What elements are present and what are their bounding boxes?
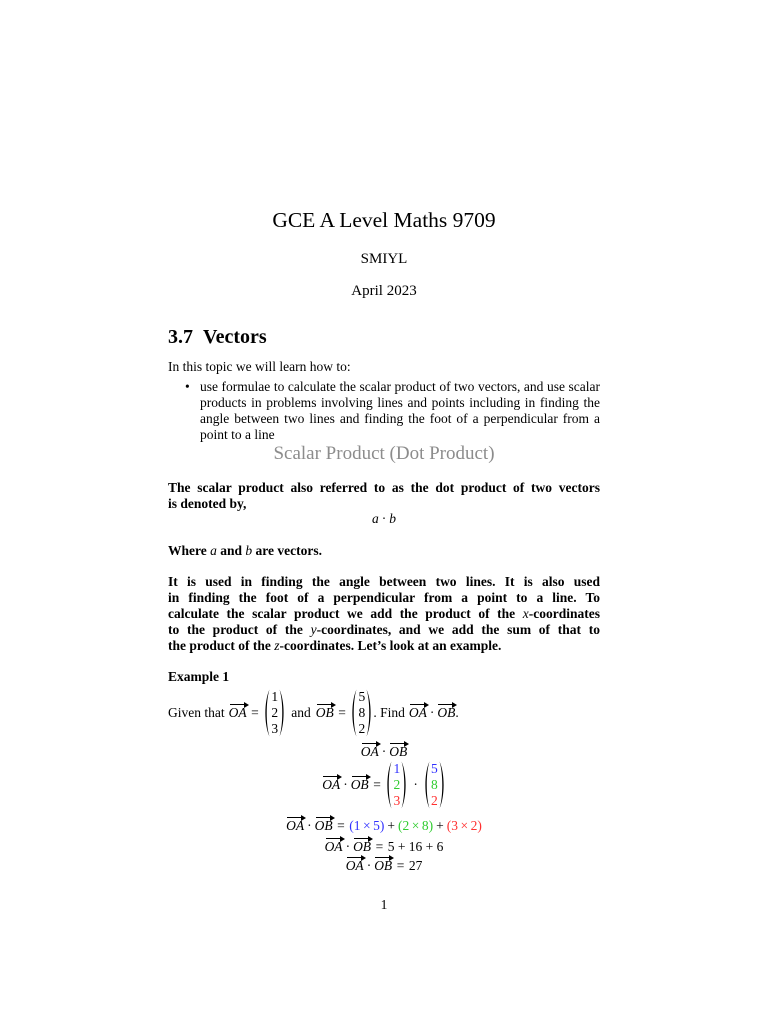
line-text: -coordinates. Let’s look at an example. [279,638,502,653]
vector-oa-column [385,761,408,809]
section-heading [168,325,267,349]
vector-b-symbol: b [389,511,396,526]
objective-line: angle between two lines and finding the foot of a perpendicular from a [200,411,600,426]
section-title: Vectors [203,326,267,348]
example-heading: Example 1 [168,669,230,684]
close-paren: ) [379,818,385,833]
where-suffix: are vectors. [252,543,322,558]
vector-ob-column [423,761,446,809]
close-paren: ) [428,818,434,833]
factor-a: 1 [353,818,361,833]
plus-sign: + [387,818,395,833]
line-text: -coordinates [528,606,600,621]
topic-intro: In this topic we will learn how to: [168,359,351,374]
vector-oa: OA [345,858,364,873]
component-z: 2 [430,793,438,808]
vector-oa: OA [228,705,247,720]
where-and: and [216,543,246,558]
where-statement [168,543,322,559]
z-product-term [447,818,482,834]
left-parenthesis [423,761,430,809]
column-entries [357,689,366,737]
equals-sign: = [373,777,381,792]
vector-ob: OB [353,839,372,854]
line-text: to the product of the [168,622,311,637]
column-entries [392,761,401,809]
vector-ob-column [350,689,373,737]
times-sign: × [411,818,420,833]
open-paren: ( [398,818,403,833]
factor-b: 5 [373,818,380,833]
example-question [168,689,459,737]
paragraph-line [168,606,600,622]
dot-operator: · [343,777,348,792]
close-paren: ) [477,818,482,833]
vector-oa: OA [360,744,379,759]
document-author: SMIYL [360,251,408,267]
section-number: 3.7 [168,326,193,348]
and-word: and [291,705,311,720]
vector-ob: OB [315,705,334,720]
left-parenthesis [385,761,392,809]
objective-line: use formulae to calculate the scalar product of two vectors, and use scalar [200,379,600,394]
given-prefix: Given that [168,705,225,720]
plus-sign: + [436,818,444,833]
component-y: 2 [393,777,401,792]
solution-sum [0,839,768,855]
component-x: 1 [393,761,401,776]
right-parenthesis [279,689,286,737]
document-title: GCE A Level Maths 9709 [272,208,496,232]
line-text: the product of the [168,638,275,653]
dot-operator: · [366,858,372,873]
open-paren: ( [446,818,452,833]
vector-a-symbol: a [372,511,379,526]
vector-ob: OB [389,744,408,759]
component-x: 5 [430,761,438,776]
result-value: 27 [408,858,423,873]
dot-operator: · [307,818,312,833]
right-parenthesis [401,761,408,809]
document-date: April 2023 [351,283,417,299]
dot-operator: · [345,839,351,854]
solution-result [0,858,768,874]
symbol-b: b [245,543,253,558]
explanation-paragraph [168,574,600,654]
dot-operator: · [429,705,435,720]
symbol-a: a [210,543,217,558]
vector-oa: OA [286,818,305,833]
x-product-term [349,818,384,834]
component-y: 2 [271,705,279,720]
vector-ob: OB [374,858,393,873]
solution-expression [0,744,768,760]
column-entries [270,689,279,737]
y-product-term [398,818,433,834]
subsection-title: Scalar Product (Dot Product) [273,443,495,464]
objective-line: products in problems involving lines and points including in finding the [200,395,600,410]
paragraph-line [168,638,600,654]
dot-operator: · [381,511,387,526]
right-parenthesis [439,761,446,809]
dot-operator: · [413,777,418,792]
where-prefix: Where [168,543,211,558]
solution-column-vectors [0,761,768,809]
line-text: -coordinates, and we add the sum of that to [316,622,600,637]
variable-x: x [522,606,529,621]
equals-sign: = [375,839,384,854]
times-sign: × [460,818,469,833]
paragraph-line: It is used in finding the angle between two lines. It is also used [168,574,600,589]
find-word: . Find [373,705,405,720]
equals-sign: = [338,705,346,720]
component-z: 3 [393,793,401,808]
solution-products [0,818,768,834]
component-x: 1 [271,689,279,704]
left-parenthesis [350,689,357,737]
vector-ob: OB [350,777,369,792]
right-parenthesis [366,689,373,737]
equals-sign: = [337,818,345,833]
paragraph-line: is denoted by, [168,496,247,511]
bullet-icon: • [185,379,190,394]
vector-oa: OA [324,839,343,854]
full-stop: . [455,705,459,720]
definition-paragraph [168,480,600,512]
left-parenthesis [263,689,270,737]
factor-b: 8 [421,818,429,833]
paragraph-line: in finding the foot of a perpendicular from a point to a line. To [168,590,600,605]
dot-product-notation [0,511,768,527]
dot-operator: · [381,744,387,759]
factor-a: 2 [402,818,410,833]
vector-oa-column [263,689,286,737]
page-number: 1 [380,897,388,912]
equals-sign: = [396,858,405,873]
paragraph-line [168,622,600,638]
factor-a: 3 [451,818,458,833]
factor-b: 2 [470,818,478,833]
vector-ob: OB [437,705,456,720]
vector-oa: OA [408,705,427,720]
variable-y: y [310,622,317,637]
variable-z: z [274,638,280,653]
objective-line: point to a line [200,427,275,442]
times-sign: × [363,818,371,833]
equals-sign: = [251,705,259,720]
objectives-list [185,379,600,443]
line-text: calculate the scalar product we add the product of the [168,606,523,621]
open-paren: ( [349,818,354,833]
paragraph-line: The scalar product also referred to as the dot product of two vectors [168,480,600,495]
component-y: 8 [358,705,366,720]
vector-oa: OA [322,777,341,792]
component-z: 2 [358,721,366,736]
column-entries [430,761,439,809]
component-z: 3 [271,721,279,736]
vector-ob: OB [314,818,333,833]
component-y: 8 [430,777,438,792]
component-x: 5 [358,689,366,704]
sum-of-products: 5 + 16 + 6 [387,839,444,854]
